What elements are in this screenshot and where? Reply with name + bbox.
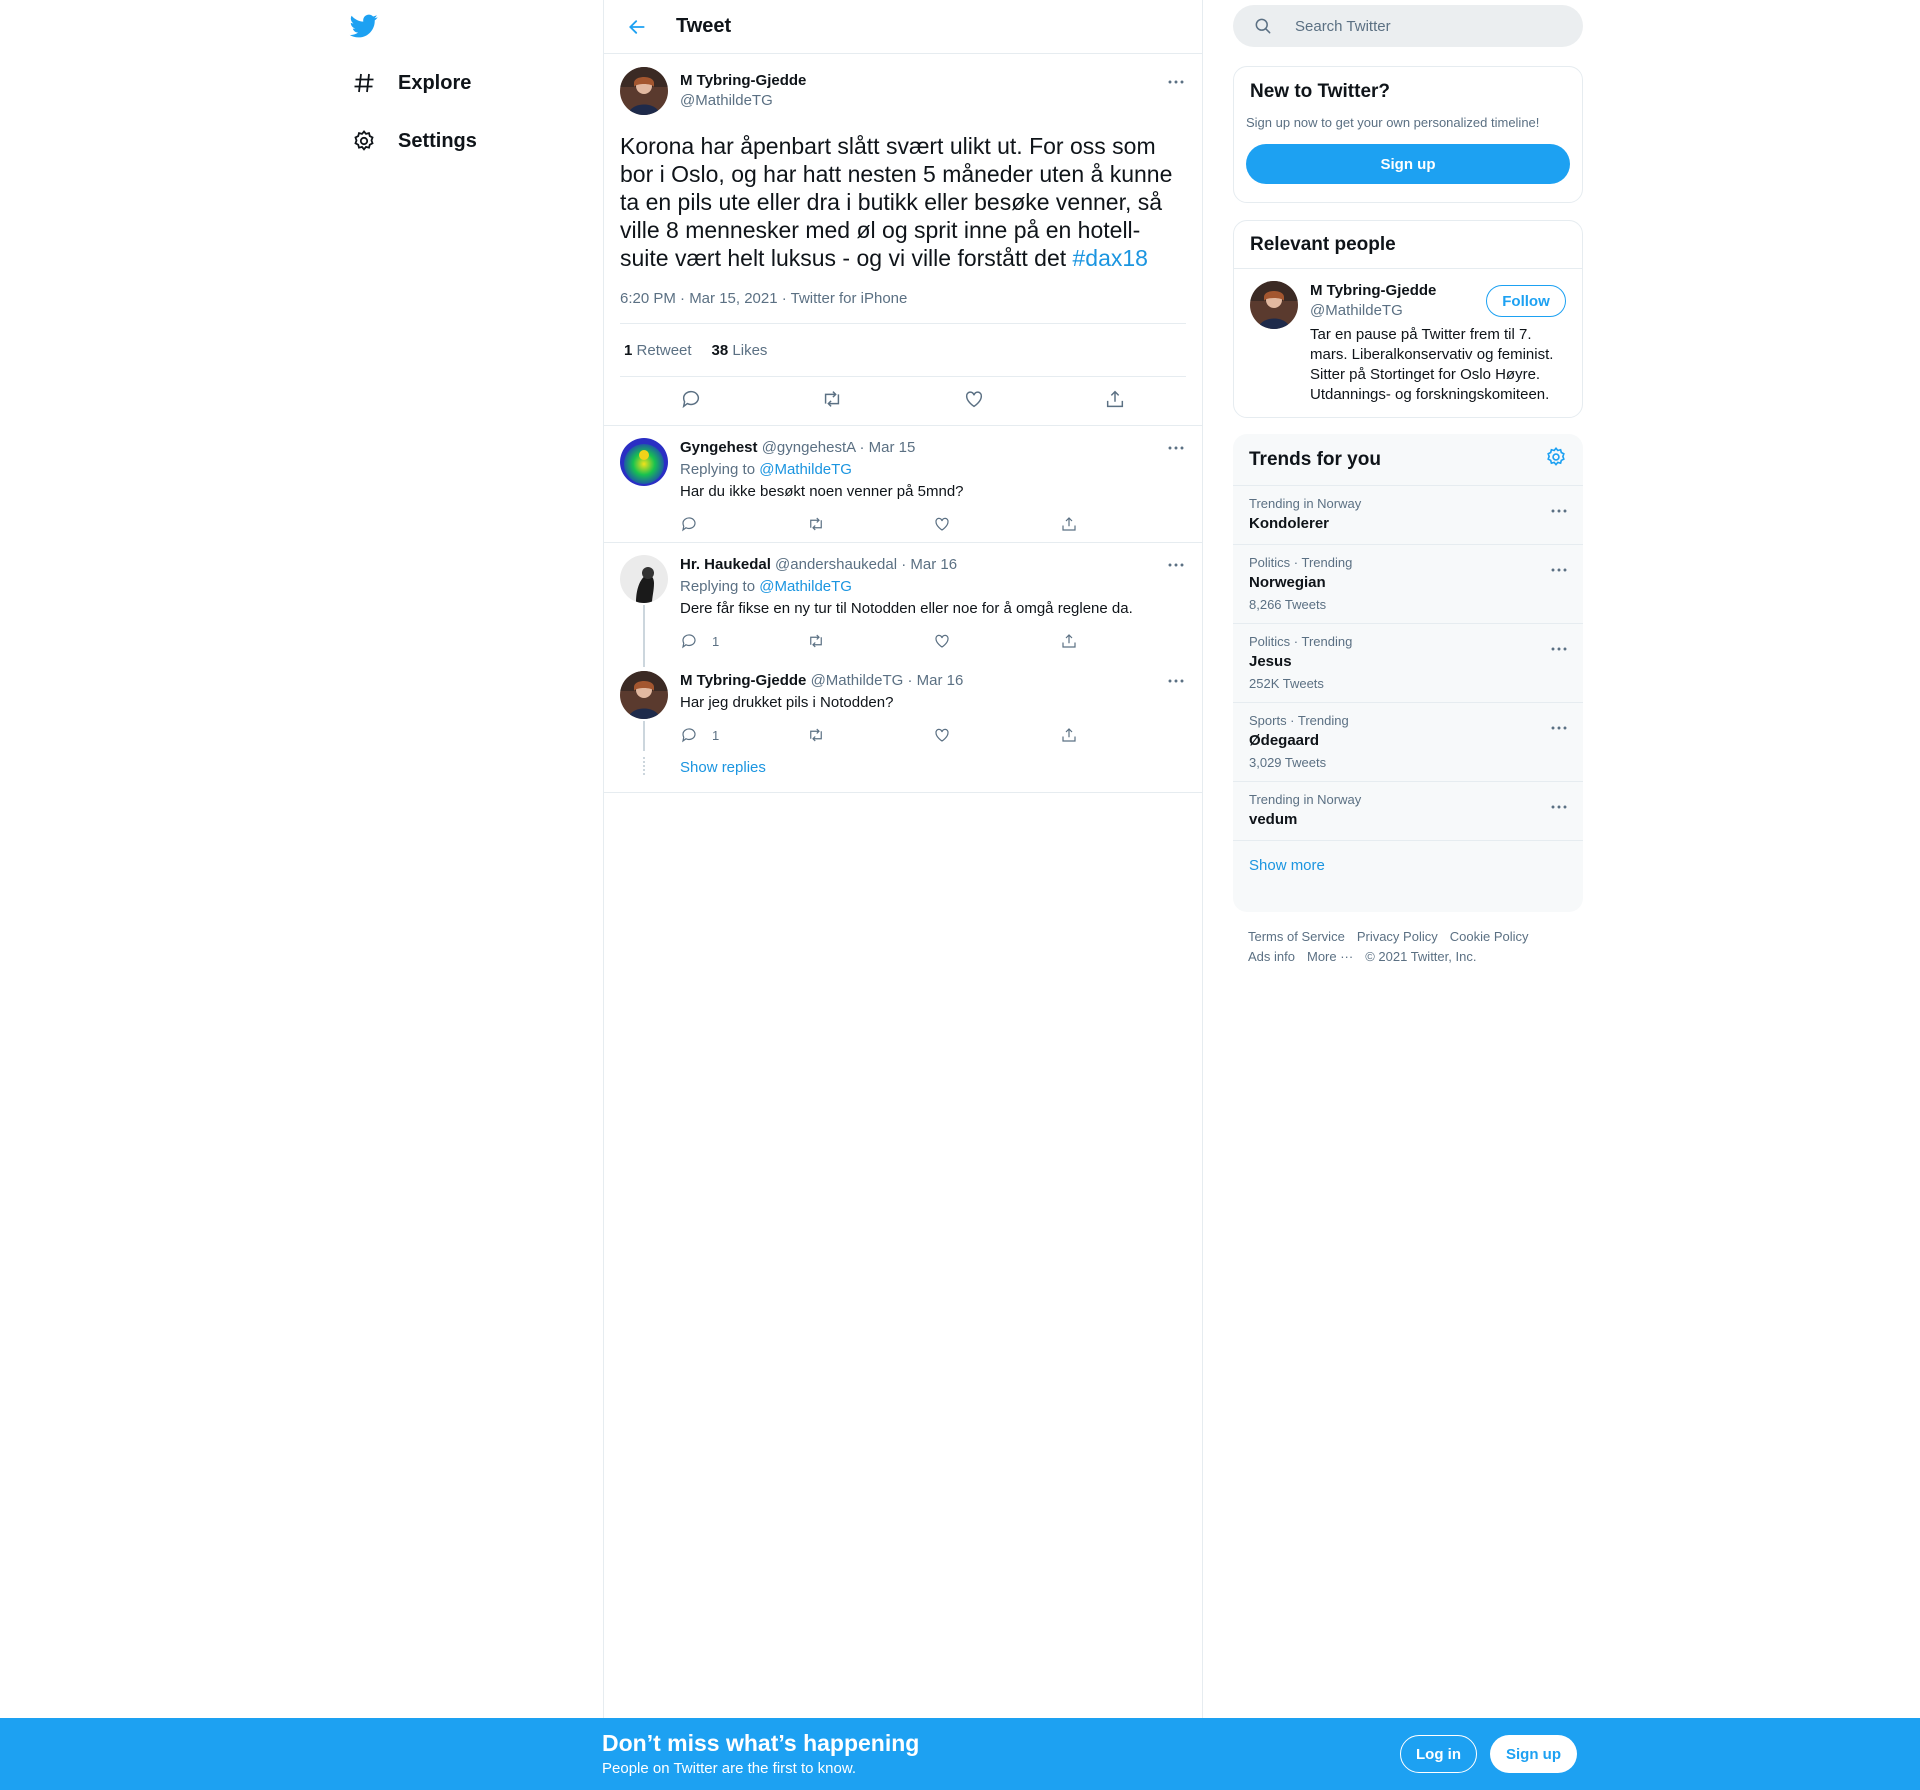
arrow-left-icon <box>627 17 647 37</box>
reply-actions <box>680 506 1186 542</box>
share-button[interactable] <box>1060 726 1187 744</box>
replying-prefix: Replying to <box>680 578 760 595</box>
back-button[interactable] <box>624 14 650 40</box>
reply-author-name[interactable]: Hr. Haukedal <box>680 556 771 573</box>
new-to-twitter-card <box>1233 66 1583 203</box>
card-subtitle: Sign up now to get your own personalized timeline! <box>1246 115 1540 130</box>
trend-item[interactable] <box>1233 486 1583 545</box>
hashtag-link[interactable]: #dax18 <box>1072 245 1148 271</box>
replying-to <box>680 577 1186 597</box>
avatar[interactable] <box>620 555 668 603</box>
share-icon[interactable] <box>1104 388 1126 415</box>
tweet-body: Korona har åpenbart slått svært ulikt ut. For oss som bor i Oslo, og har hatt nesten 5 måneder uten å kunne ta en pils ute eller dra i butikk eller besøke venner, så ville 8 mennesker med øl og sprit inne på en hotell-suite vært helt luksus - og vi ville forstått det <box>620 133 1173 271</box>
signup-button[interactable]: Sign up <box>1246 144 1570 184</box>
retweet-icon <box>807 632 825 650</box>
person-handle[interactable]: @MathildeTG <box>1310 302 1403 319</box>
person-name[interactable]: M Tybring-Gjedde <box>1310 282 1437 299</box>
trend-name: Kondolerer <box>1249 515 1330 532</box>
trend-name: Norwegian <box>1249 574 1326 591</box>
retweet-icon[interactable] <box>821 388 843 415</box>
twitter-bird-icon[interactable] <box>348 12 380 40</box>
reply-tweet[interactable] <box>604 659 1202 753</box>
trend-name: Jesus <box>1249 653 1292 670</box>
page-title: Tweet <box>676 15 732 37</box>
replying-to <box>680 460 1186 480</box>
trend-context: Sports · Trending <box>1249 713 1349 728</box>
tweet-text <box>620 132 1186 272</box>
reply-text: Dere får fikse en ny tur til Notodden eller noe for å omgå reglene da. <box>680 600 1133 617</box>
reply-text: Har jeg drukket pils i Notodden? <box>680 694 894 711</box>
login-button[interactable]: Log in <box>1400 1735 1477 1773</box>
gear-icon[interactable] <box>1545 446 1567 474</box>
reply-button[interactable] <box>680 515 807 533</box>
reply-actions <box>680 717 1186 753</box>
gear-icon <box>350 127 378 155</box>
retweet-count: 1 <box>624 341 633 359</box>
reply-handle-date[interactable]: @andershaukedal · Mar 16 <box>775 556 958 573</box>
trend-item[interactable] <box>1233 545 1583 624</box>
author-handle[interactable]: @MathildeTG <box>680 92 773 109</box>
reply-icon <box>680 632 698 650</box>
thread-line <box>643 721 645 751</box>
share-button[interactable] <box>1060 515 1187 533</box>
retweet-button[interactable] <box>807 632 934 650</box>
nav-explore-label: Explore <box>398 71 472 94</box>
more-link[interactable]: More ··· <box>1306 949 1354 964</box>
more-icon[interactable] <box>1551 638 1567 656</box>
hashtag-icon <box>350 69 378 97</box>
avatar[interactable] <box>620 67 668 115</box>
more-icon[interactable] <box>1551 500 1567 518</box>
reply-author-name[interactable]: Gyngehest <box>680 439 758 456</box>
main-header <box>604 0 1202 54</box>
footer-links <box>1248 927 1568 967</box>
card-title: New to Twitter? <box>1250 81 1391 102</box>
trend-item[interactable] <box>1233 703 1583 782</box>
terms-link[interactable]: Terms of Service <box>1248 929 1345 944</box>
banner-subtitle: People on Twitter are the first to know. <box>602 1760 857 1777</box>
reply-icon[interactable] <box>680 388 702 415</box>
trend-name: Ødegaard <box>1249 732 1320 749</box>
search-input[interactable] <box>1233 5 1583 47</box>
more-icon[interactable] <box>1551 796 1567 814</box>
reply-author-name[interactable]: M Tybring-Gjedde <box>680 672 807 689</box>
search-icon <box>1253 16 1273 36</box>
reply-actions <box>680 623 1186 659</box>
like-icon <box>933 632 951 650</box>
like-icon[interactable] <box>963 388 985 415</box>
like-button[interactable] <box>933 515 1060 533</box>
reply-icon <box>680 726 698 744</box>
more-icon[interactable] <box>1164 671 1188 691</box>
reply-tweet[interactable] <box>604 426 1202 543</box>
signup-banner <box>0 1718 1920 1790</box>
focal-tweet <box>604 54 1202 426</box>
show-replies-row <box>604 753 1202 793</box>
share-button[interactable] <box>1060 632 1187 650</box>
retweet-icon <box>807 726 825 744</box>
person-row[interactable] <box>1234 269 1582 417</box>
trends-card <box>1233 434 1583 912</box>
share-icon <box>1060 726 1078 744</box>
card-title: Relevant people <box>1234 221 1582 269</box>
nav-settings-label: Settings <box>398 129 477 152</box>
likes-stat[interactable] <box>712 342 768 359</box>
relevant-people-card <box>1233 220 1583 418</box>
mention-link[interactable]: @MathildeTG <box>759 461 852 478</box>
tweet-timestamp[interactable]: 6:20 PM · Mar 15, 2021 · Twitter for iPhone <box>620 290 1186 324</box>
trend-context: Politics · Trending <box>1249 555 1353 570</box>
ads-info-link[interactable]: Ads info <box>1248 949 1295 964</box>
show-more-link[interactable]: Show more <box>1249 857 1325 874</box>
trend-item[interactable] <box>1233 624 1583 703</box>
show-replies-link[interactable]: Show replies <box>680 759 766 776</box>
nav-explore[interactable] <box>350 63 471 103</box>
reply-icon <box>680 515 698 533</box>
tweet-actions <box>620 377 1186 425</box>
like-button[interactable] <box>933 632 1060 650</box>
trend-item[interactable] <box>1233 782 1583 841</box>
retweet-button[interactable] <box>807 726 934 744</box>
like-icon <box>933 726 951 744</box>
avatar[interactable] <box>1250 281 1298 329</box>
reply-handle-date[interactable]: @gyngehestA · Mar 15 <box>761 439 916 456</box>
likes-label: Likes <box>732 341 768 359</box>
follow-button[interactable]: Follow <box>1486 285 1566 317</box>
reply-count: 1 <box>712 633 720 649</box>
trend-context: Politics · Trending <box>1249 634 1353 649</box>
trend-count: 8,266 Tweets <box>1249 597 1327 612</box>
retweet-icon <box>807 515 825 533</box>
share-icon <box>1060 515 1078 533</box>
share-icon <box>1060 632 1078 650</box>
like-icon <box>933 515 951 533</box>
more-icon[interactable] <box>1551 559 1567 577</box>
mention-link[interactable]: @MathildeTG <box>759 578 852 595</box>
avatar[interactable] <box>620 671 668 719</box>
reply-count: 1 <box>712 727 720 743</box>
reply-text: Har du ikke besøkt noen venner på 5mnd? <box>680 483 964 500</box>
banner-title: Don’t miss what’s happening <box>602 1730 920 1756</box>
retweet-stat[interactable] <box>624 342 692 359</box>
replying-prefix: Replying to <box>680 461 760 478</box>
reply-tweet[interactable] <box>604 543 1202 659</box>
like-button[interactable] <box>933 726 1060 744</box>
cookie-link[interactable]: Cookie Policy <box>1449 929 1529 944</box>
more-icon[interactable] <box>1551 717 1567 735</box>
more-icon[interactable] <box>1164 438 1188 458</box>
likes-count: 38 <box>711 341 729 359</box>
copyright: © 2021 Twitter, Inc. <box>1365 949 1477 964</box>
trend-context: Trending in Norway <box>1249 496 1362 511</box>
trend-count: 3,029 Tweets <box>1249 755 1327 770</box>
reply-button[interactable] <box>680 726 807 744</box>
card-title: Trends for you <box>1249 448 1381 470</box>
privacy-link[interactable]: Privacy Policy <box>1356 929 1438 944</box>
tweet-stats <box>620 324 1186 377</box>
author-name[interactable]: M Tybring-Gjedde <box>680 72 807 89</box>
reply-handle-date[interactable]: @MathildeTG · Mar 16 <box>810 672 964 689</box>
trends-header <box>1233 434 1583 486</box>
avatar[interactable] <box>620 438 668 486</box>
more-icon[interactable] <box>1164 72 1188 92</box>
signup-button[interactable]: Sign up <box>1490 1735 1577 1773</box>
tweet-author <box>620 66 1186 116</box>
thread-dots <box>643 757 645 775</box>
trend-context: Trending in Norway <box>1249 792 1362 807</box>
reply-button[interactable] <box>680 632 807 650</box>
nav-settings[interactable] <box>350 121 477 161</box>
thread-line <box>643 605 645 667</box>
search-placeholder: Search Twitter <box>1295 17 1391 35</box>
main-column <box>603 0 1203 1790</box>
retweet-button[interactable] <box>807 515 934 533</box>
trend-count: 252K Tweets <box>1249 676 1324 691</box>
more-icon[interactable] <box>1164 555 1188 575</box>
retweet-label: Retweet <box>636 341 692 359</box>
trend-name: vedum <box>1249 811 1298 828</box>
person-bio: Tar en pause på Twitter frem til 7. mars. Liberalkonservativ og feminist. Sitter på Stortinget for Oslo Høyre. Utdannings- og forskningskomiteen. <box>1310 326 1554 403</box>
